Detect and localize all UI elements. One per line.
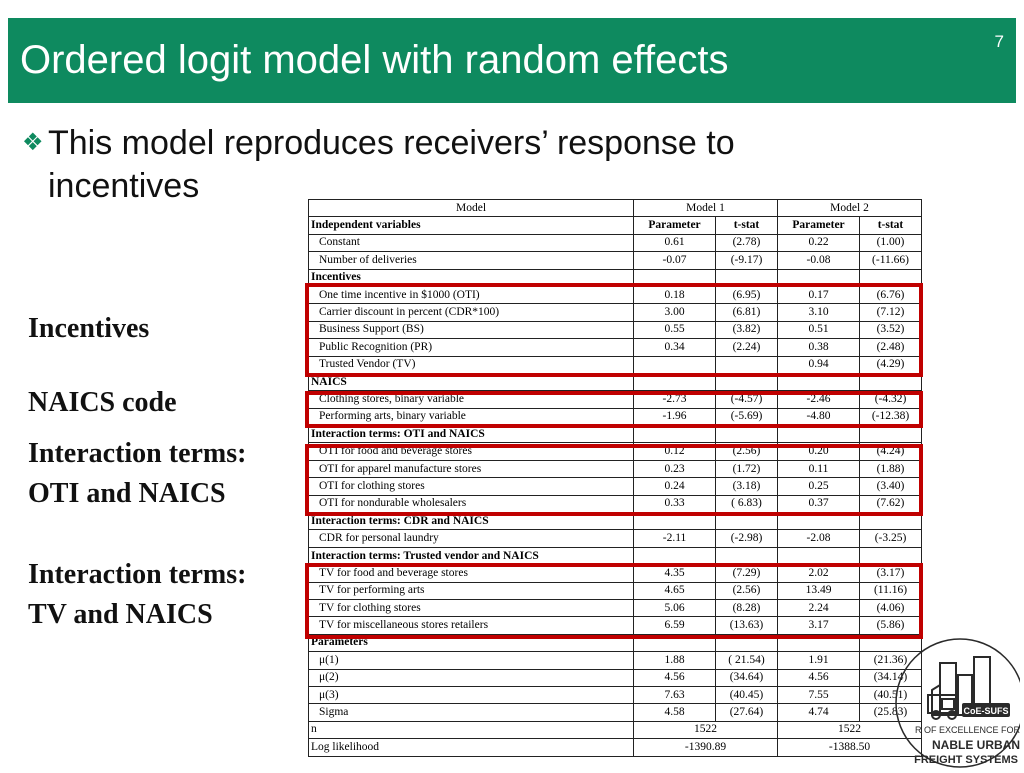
header-parameter-2: Parameter	[778, 217, 860, 234]
label-naics: NAICS code	[28, 387, 177, 418]
model1-parameter-cell: 0.61	[634, 234, 716, 251]
model1-parameter-cell: 0.23	[634, 460, 716, 477]
section-label: Interaction terms: Trusted vendor and NAICS	[309, 547, 634, 564]
model2-tstat-cell: (6.76)	[860, 286, 922, 303]
row-label: CDR for personal laundry	[309, 530, 634, 547]
model2-parameter-cell: 0.22	[778, 234, 860, 251]
logo-badge: CoE-SUFS	[963, 706, 1009, 716]
model1-parameter-cell: -2.73	[634, 391, 716, 408]
section-label: Parameters	[309, 634, 634, 651]
model2-tstat-cell: (5.86)	[860, 617, 922, 634]
model2-tstat-cell: (-3.25)	[860, 530, 922, 547]
model2-parameter-cell: 0.38	[778, 339, 860, 356]
section-label: Interaction terms: CDR and NAICS	[309, 513, 634, 530]
table-row	[309, 669, 922, 686]
model1-parameter-cell: 3.00	[634, 304, 716, 321]
model1-parameter-cell: -0.07	[634, 252, 716, 269]
row-label: Business Support (BS)	[309, 321, 634, 338]
header-model2: Model 2	[778, 200, 922, 217]
model1-tstat-cell: (2.24)	[716, 339, 778, 356]
model1-tstat-cell: (3.82)	[716, 321, 778, 338]
model1-parameter-cell: 0.34	[634, 339, 716, 356]
section-label: NAICS	[309, 373, 634, 390]
model1-tstat-cell: (2.78)	[716, 234, 778, 251]
model1-tstat-cell: (27.64)	[716, 704, 778, 721]
empty-cell	[634, 426, 716, 443]
model2-parameter-cell: 2.02	[778, 565, 860, 582]
table-row	[309, 704, 922, 721]
model1-tstat-cell: (2.56)	[716, 582, 778, 599]
model2-tstat-cell: (40.51)	[860, 686, 922, 703]
table-subheader-row	[309, 217, 922, 234]
row-label: Performing arts, binary variable	[309, 408, 634, 425]
highlight-tv-naics-box	[305, 563, 923, 639]
header-tstat-2: t-stat	[860, 217, 922, 234]
row-label: Number of deliveries	[309, 252, 634, 269]
model2-parameter-cell: 1.91	[778, 652, 860, 669]
model1-parameter-cell: -2.11	[634, 530, 716, 547]
model2-parameter-cell: 0.37	[778, 495, 860, 512]
model2-tstat-cell: (4.29)	[860, 356, 922, 373]
section-label: Interaction terms: OTI and NAICS	[309, 426, 634, 443]
model2-parameter-cell: -4.80	[778, 408, 860, 425]
header-parameter-1: Parameter	[634, 217, 716, 234]
row-label: TV for performing arts	[309, 582, 634, 599]
model2-parameter-cell: 0.94	[778, 356, 860, 373]
model2-tstat-cell: (4.24)	[860, 443, 922, 460]
table-row	[309, 652, 922, 669]
table-row-log-likelihood	[309, 739, 922, 756]
coe-sufs-logo	[880, 635, 1020, 768]
model1-tstat-cell: (-2.98)	[716, 530, 778, 547]
table-row-n	[309, 721, 922, 738]
model1-tstat-cell: (3.18)	[716, 478, 778, 495]
table-row	[309, 234, 922, 251]
model2-tstat-cell: (1.00)	[860, 234, 922, 251]
model1-parameter-cell: 0.18	[634, 286, 716, 303]
cell-model2: -1388.50	[778, 739, 922, 756]
cell-model2: 1522	[778, 721, 922, 738]
model1-tstat-cell: (13.63)	[716, 617, 778, 634]
model1-parameter-cell: 0.33	[634, 495, 716, 512]
table-row	[309, 686, 922, 703]
model1-parameter-cell: 4.56	[634, 669, 716, 686]
row-label: μ(1)	[309, 652, 634, 669]
logo-line1: R OF EXCELLENCE FOR	[914, 725, 1020, 735]
table-row	[309, 530, 922, 547]
model2-tstat-cell: (2.48)	[860, 339, 922, 356]
section-label: Incentives	[309, 269, 634, 286]
model2-tstat-cell: (4.06)	[860, 599, 922, 616]
slide-title: Ordered logit model with random effects	[20, 38, 729, 82]
model2-tstat-cell: (3.17)	[860, 565, 922, 582]
model1-tstat-cell: (-9.17)	[716, 252, 778, 269]
model1-parameter-cell: 0.12	[634, 443, 716, 460]
header-model1: Model 1	[634, 200, 778, 217]
model1-tstat-cell: (34.64)	[716, 669, 778, 686]
model2-parameter-cell: 7.55	[778, 686, 860, 703]
bullet-text: This model reproduces receivers’ response to incentives	[48, 124, 735, 205]
model2-tstat-cell: (34.14)	[860, 669, 922, 686]
model2-tstat-cell: (11.16)	[860, 582, 922, 599]
model1-tstat-cell: (6.81)	[716, 304, 778, 321]
model2-tstat-cell: (-4.32)	[860, 391, 922, 408]
label-interaction-tv-2: TV and NAICS	[28, 599, 213, 630]
label-interaction-tv-1: Interaction terms:	[28, 559, 247, 590]
model1-parameter-cell: 6.59	[634, 617, 716, 634]
label-incentives: Incentives	[28, 313, 150, 344]
model2-parameter-cell: 4.74	[778, 704, 860, 721]
header-independent-variables: Independent variables	[309, 217, 634, 234]
model2-parameter-cell: -0.08	[778, 252, 860, 269]
model1-tstat-cell: (6.95)	[716, 286, 778, 303]
row-label: Carrier discount in percent (CDR*100)	[309, 304, 634, 321]
model2-parameter-cell: 0.51	[778, 321, 860, 338]
model2-parameter-cell: 2.24	[778, 599, 860, 616]
row-label: Public Recognition (PR)	[309, 339, 634, 356]
table-row	[309, 252, 922, 269]
model1-tstat-cell: (1.72)	[716, 460, 778, 477]
model2-parameter-cell: 0.17	[778, 286, 860, 303]
model1-tstat-cell: (2.56)	[716, 443, 778, 460]
row-label: μ(2)	[309, 669, 634, 686]
row-label: OTI for apparel manufacture stores	[309, 460, 634, 477]
model2-parameter-cell: -2.46	[778, 391, 860, 408]
row-label: TV for food and beverage stores	[309, 565, 634, 582]
model2-tstat-cell: (-11.66)	[860, 252, 922, 269]
row-label: Log likelihood	[309, 739, 634, 756]
model1-tstat-cell: (-4.57)	[716, 391, 778, 408]
model2-parameter-cell: 3.17	[778, 617, 860, 634]
empty-cell	[860, 426, 922, 443]
logo-line3: FREIGHT SYSTEMS	[914, 754, 1018, 766]
model2-parameter-cell: 0.20	[778, 443, 860, 460]
highlight-naics-box	[305, 391, 923, 428]
model1-tstat-cell: ( 21.54)	[716, 652, 778, 669]
model2-parameter-cell: 3.10	[778, 304, 860, 321]
model2-tstat-cell: (-12.38)	[860, 408, 922, 425]
empty-cell	[716, 426, 778, 443]
model1-tstat-cell: (40.45)	[716, 686, 778, 703]
row-label: TV for miscellaneous stores retailers	[309, 617, 634, 634]
model1-parameter-cell: -1.96	[634, 408, 716, 425]
model1-parameter-cell: 7.63	[634, 686, 716, 703]
model2-tstat-cell: (25.83)	[860, 704, 922, 721]
model1-tstat-cell: (7.29)	[716, 565, 778, 582]
model1-tstat-cell: (8.28)	[716, 599, 778, 616]
cell-model1: 1522	[634, 721, 778, 738]
model1-parameter-cell: 0.55	[634, 321, 716, 338]
model1-parameter-cell: 4.58	[634, 704, 716, 721]
city-truck-logo-icon	[880, 635, 1020, 768]
cell-model1: -1390.89	[634, 739, 778, 756]
highlight-oti-naics-box	[305, 444, 923, 516]
model2-parameter-cell: 0.25	[778, 478, 860, 495]
row-label: OTI for food and beverage stores	[309, 443, 634, 460]
model2-parameter-cell: 4.56	[778, 669, 860, 686]
model2-tstat-cell: (3.40)	[860, 478, 922, 495]
diamond-bullet-icon: ❖	[22, 128, 44, 156]
row-label: One time incentive in $1000 (OTI)	[309, 286, 634, 303]
model1-parameter-cell: 4.35	[634, 565, 716, 582]
model1-parameter-cell: 0.24	[634, 478, 716, 495]
empty-cell	[778, 426, 860, 443]
model2-parameter-cell: 0.11	[778, 460, 860, 477]
model2-parameter-cell: 13.49	[778, 582, 860, 599]
title-bar	[8, 18, 1016, 103]
model1-parameter-cell: 1.88	[634, 652, 716, 669]
model2-tstat-cell: (7.62)	[860, 495, 922, 512]
row-label: Clothing stores, binary variable	[309, 391, 634, 408]
row-label: Constant	[309, 234, 634, 251]
model2-tstat-cell: (7.12)	[860, 304, 922, 321]
model2-tstat-cell: (3.52)	[860, 321, 922, 338]
model2-tstat-cell: (1.88)	[860, 460, 922, 477]
model1-tstat-cell: (-5.69)	[716, 408, 778, 425]
model1-parameter-cell: 4.65	[634, 582, 716, 599]
row-label: n	[309, 721, 634, 738]
highlight-incentives-box	[305, 283, 923, 377]
label-interaction-oti-2: OTI and NAICS	[28, 478, 226, 509]
model2-tstat-cell: (21.36)	[860, 652, 922, 669]
logo-line2: NABLE URBAN	[932, 738, 1020, 752]
row-label: μ(3)	[309, 686, 634, 703]
table-header-row	[309, 200, 922, 217]
table-section-row	[309, 426, 922, 443]
label-interaction-oti-1: Interaction terms:	[28, 438, 247, 469]
row-label: Trusted Vendor (TV)	[309, 356, 634, 373]
row-label: Sigma	[309, 704, 634, 721]
row-label: OTI for clothing stores	[309, 478, 634, 495]
header-tstat-1: t-stat	[716, 217, 778, 234]
model2-parameter-cell: -2.08	[778, 530, 860, 547]
row-label: OTI for nondurable wholesalers	[309, 495, 634, 512]
header-model: Model	[309, 200, 634, 217]
row-label: TV for clothing stores	[309, 599, 634, 616]
slide-number: 7	[994, 32, 1004, 51]
model1-parameter-cell: 5.06	[634, 599, 716, 616]
model1-tstat-cell: ( 6.83)	[716, 495, 778, 512]
